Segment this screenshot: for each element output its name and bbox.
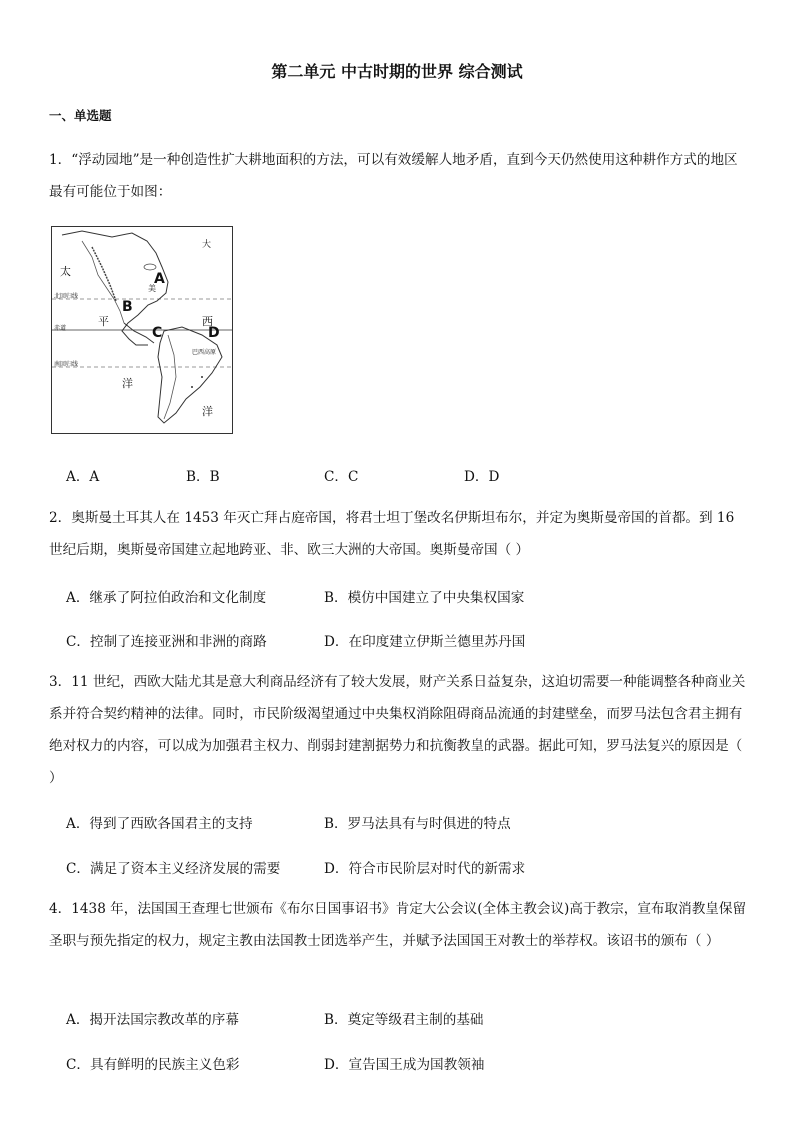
q1-option-b: B．B xyxy=(186,469,220,485)
section-heading: 一、单选题 xyxy=(49,108,112,123)
place-label-brazil: 巴西高原 xyxy=(192,349,217,356)
q4-option-a: A．揭开法国宗教改革的序幕 xyxy=(66,1012,239,1028)
ocean-label-6: 洋 xyxy=(202,405,213,418)
q2-option-c: C．控制了连接亚洲和非洲的商路 xyxy=(66,634,267,650)
place-label-usa: 美 xyxy=(148,284,156,293)
equator-label: 赤道 xyxy=(54,325,67,332)
q1-option-a: A．A xyxy=(66,469,100,485)
ocean-label-5: 西 xyxy=(202,315,213,328)
tropic-cancer-label: 北回归线 xyxy=(54,293,79,300)
marker-c: C xyxy=(152,325,163,341)
q3-option-d: D．符合市民阶层对时代的新需求 xyxy=(324,861,526,877)
q4-option-c: C．具有鲜明的民族主义色彩 xyxy=(66,1057,240,1073)
tropic-capricorn-label: 南回归线 xyxy=(54,361,79,368)
ocean-label-3: 平 xyxy=(98,315,109,328)
q2-option-a: A．继承了阿拉伯政治和文化制度 xyxy=(66,590,267,606)
question-1-stem: 1．“浮动园地”是一种创造性扩大耕地面积的方法，可以有效缓解人地矛盾，直到今天仍然使用这种耕作方式的地区最有可能位于如图： xyxy=(49,152,738,200)
q3-option-c: C．满足了资本主义经济发展的需要 xyxy=(66,861,281,877)
question-2-stem: 2．奥斯曼土耳其人在 1453 年灭亡拜占庭帝国，将君士坦丁堡改名伊斯坦布尔，并定为奥斯曼帝国的首都。到 16 世纪后期，奥斯曼帝国建立起地跨亚、非、欧三大洲的大帝国。奥斯曼帝国（ ） xyxy=(49,510,735,558)
q1-option-c: C．C xyxy=(324,469,359,485)
q1-option-d: D．D xyxy=(464,469,500,485)
ocean-label-4: 洋 xyxy=(122,377,133,390)
q2-option-b: B．模仿中国建立了中央集权国家 xyxy=(324,590,525,606)
ocean-label-1: 大 xyxy=(202,240,212,250)
q3-option-a: A．得到了西欧各国君主的支持 xyxy=(66,816,253,832)
marker-d: D xyxy=(208,325,220,341)
q4-option-b: B．奠定等级君主制的基础 xyxy=(324,1012,484,1028)
marker-b: B xyxy=(122,299,133,315)
q3-option-b: B．罗马法具有与时俱进的特点 xyxy=(324,816,511,832)
americas-map xyxy=(51,226,233,434)
question-4-stem: 4．1438 年，法国国王查理七世颁布《布尔日国事诏书》肯定大公会议(全体主教会议)高于教宗，宣布取消教皇保留圣职与预先指定的权力，规定主教由法国教士团选举产生，并赋予法国国王对教士的举荐权。该诏书的颁布（ ） xyxy=(49,901,747,949)
page-title: 第二单元 中古时期的世界 综合测试 xyxy=(271,62,523,81)
marker-a: A xyxy=(154,271,165,287)
question-3-stem: 3．11 世纪，西欧大陆尤其是意大利商品经济有了较大发展，财产关系日益复杂，这迫切需要一种能调整各种商业关系并符合契约精神的法律。同时，市民阶级渴望通过中央集权消除阻碍商品流通的封建壁垒，而罗马法包含君主拥有绝对权力的内容，可以成为加强君主权力、削弱封建割据势力和抗衡教皇的武器。据此可知，罗马法复兴的原因是（ ） xyxy=(49,674,746,786)
q2-option-d: D．在印度建立伊斯兰德里苏丹国 xyxy=(324,634,526,650)
q4-option-d: D．宣告国王成为国教领袖 xyxy=(324,1057,485,1073)
ocean-label-2: 太 xyxy=(60,265,71,278)
